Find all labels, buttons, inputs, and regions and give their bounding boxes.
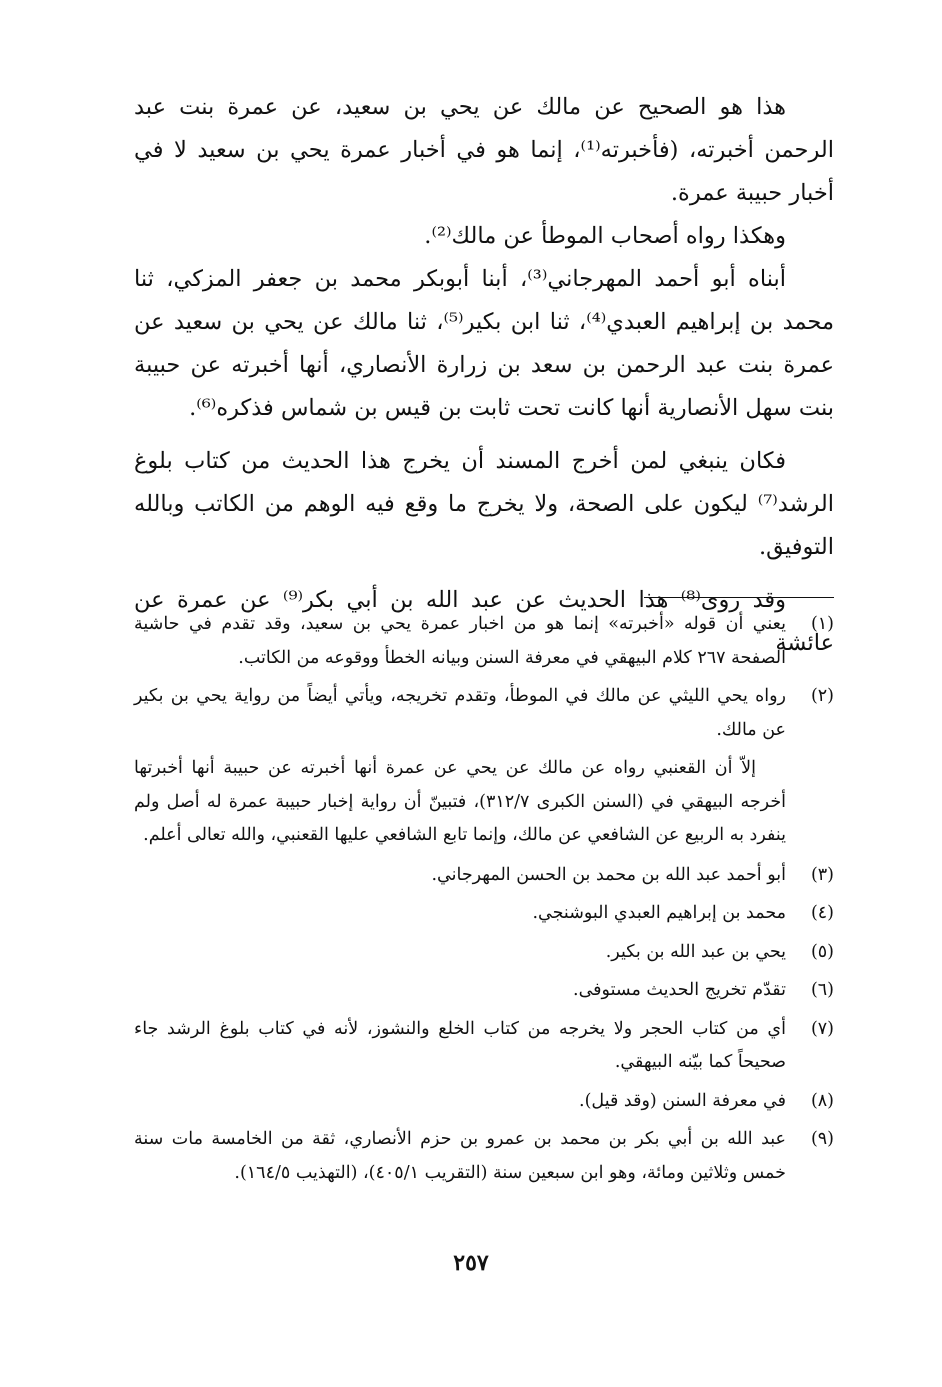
footnote — [134, 680, 834, 747]
footnote-number: (٩) — [810, 1129, 834, 1149]
footnote-text: عبد الله بن أبي بكر بن محمد بن عمرو بن حزم الأنصاري، ثقة من الخامسة مات سنة خمس وثلاثين ومائة، وهو ابن سبعين سنة (التقريب ٤٠٥/١)، (التهذيب ١٦٤/٥). — [134, 1129, 786, 1183]
footnote — [134, 1085, 834, 1119]
page-number: ٢٥٧ — [453, 1250, 489, 1276]
footnote — [134, 936, 834, 970]
footnotes — [134, 608, 834, 1195]
paragraph: وهكذا رواه أصحاب الموطأ عن مالك⁽²⁾. — [424, 223, 786, 249]
footnote-text: رواه يحي الليثي عن مالك في الموطأ، وتقدم تخريجه، ويأتي أيضاً من رواية يحي بن بكير عن مالك. — [134, 686, 787, 740]
footnote-number: (٨) — [810, 1090, 834, 1111]
paragraph: هذا هو الصحيح عن مالك عن يحي بن سعيد، عن عمرة بنت عبد الرحمن أخبرته، (فأخبرته⁽¹⁾، إنما هو في أخبار عمرة يحي بن سعيد لا في أخبار حبيبة عمرة. — [134, 94, 834, 206]
footnote-text: يعني أن قوله «أخبرته» إنما هو من اخبار عمرة يحي بن سعيد، وقد تقدم في حاشية الصفحة ٢٦٧ كلام البيهقي في معرفة السنن وبيانه الخطأ ووقوعه من الكاتب. — [134, 614, 786, 668]
footnote-number: (٥) — [810, 941, 834, 962]
footnote — [134, 608, 834, 675]
footnote-text: يحي بن عبد الله بن بكير. — [605, 941, 786, 962]
footnote-number: (٢) — [810, 686, 834, 706]
paragraph: فكان ينبغي لمن أخرج المسند أن يخرج هذا الحديث من كتاب بلوغ الرشد⁽⁷⁾ ليكون على الصحة، ولا يخرج ما وقع فيه الوهم من الكاتب وبالله التوفيق. — [134, 448, 834, 560]
main-text — [134, 86, 834, 665]
paragraph: أبناه أبو أحمد المهرجاني⁽³⁾، أبنا أبوبكر محمد بن جعفر المزكي، ثنا محمد بن إبراهيم العبدي⁽⁴⁾، ثنا ابن بكير⁽⁵⁾، ثنا مالك عن يحي بن سعيد عن عمرة بنت عبد الرحمن بن سعد بن زرارة الأنصاري، أنها أخبرته عن حبيبة بنت سهل الأنصارية أنها كانت تحت ثابت بن قيس بن شماس فذكره⁽⁶⁾. — [134, 266, 835, 421]
footnote-number: (٦) — [810, 980, 834, 1000]
footnote-number: (٧) — [810, 1018, 834, 1039]
footnote — [134, 859, 834, 893]
footnote-text: أي من كتاب الحجر ولا يخرجه من كتاب الخلع والنشوز، لأنه في كتاب بلوغ الرشد جاء صحيحاً كما بيّنه البيهقي. — [134, 1018, 786, 1072]
footnote-separator — [644, 597, 834, 598]
body-text — [134, 86, 834, 665]
footnote-number: (٤) — [810, 903, 834, 923]
footnote-number: (١) — [810, 614, 834, 634]
paragraph: وقد روى⁽⁸⁾ هذا الحديث عن عبد الله بن أبي بكر⁽⁹⁾ عن عمرة عن عائشة — [134, 587, 834, 656]
footnote-text: أبو أحمد عبد الله بن محمد بن الحسن المهرجاني. — [431, 864, 786, 885]
footnote — [134, 897, 834, 931]
footnote-text: في معرفة السنن (وقد قيل). — [579, 1090, 786, 1111]
footnote-continuation: إلاّ أن القعنبي رواه عن مالك عن يحي عن عمرة أنها أخبرته عن حبيبة أنها أخبرتها أخرجه البيهقي في (السنن الكبرى ٣١٢/٧)، فتبينّ أن رواية إخبار حبيبة عمرة له أصل ولم ينفرد به الربيع عن الشافعي عن مالك، وإنما تابع الشافعي عليها القعنبي، والله تعالى أعلم. — [134, 758, 786, 845]
footnote-text: محمد بن إبراهيم العبدي البوشنجي. — [532, 903, 786, 923]
footnote — [134, 1013, 834, 1080]
footnote-text: تقدّم تخريج الحديث مستوفى. — [573, 980, 786, 1000]
footnote — [134, 1123, 834, 1190]
footnote-number: (٣) — [810, 864, 834, 885]
footnote — [134, 974, 834, 1008]
